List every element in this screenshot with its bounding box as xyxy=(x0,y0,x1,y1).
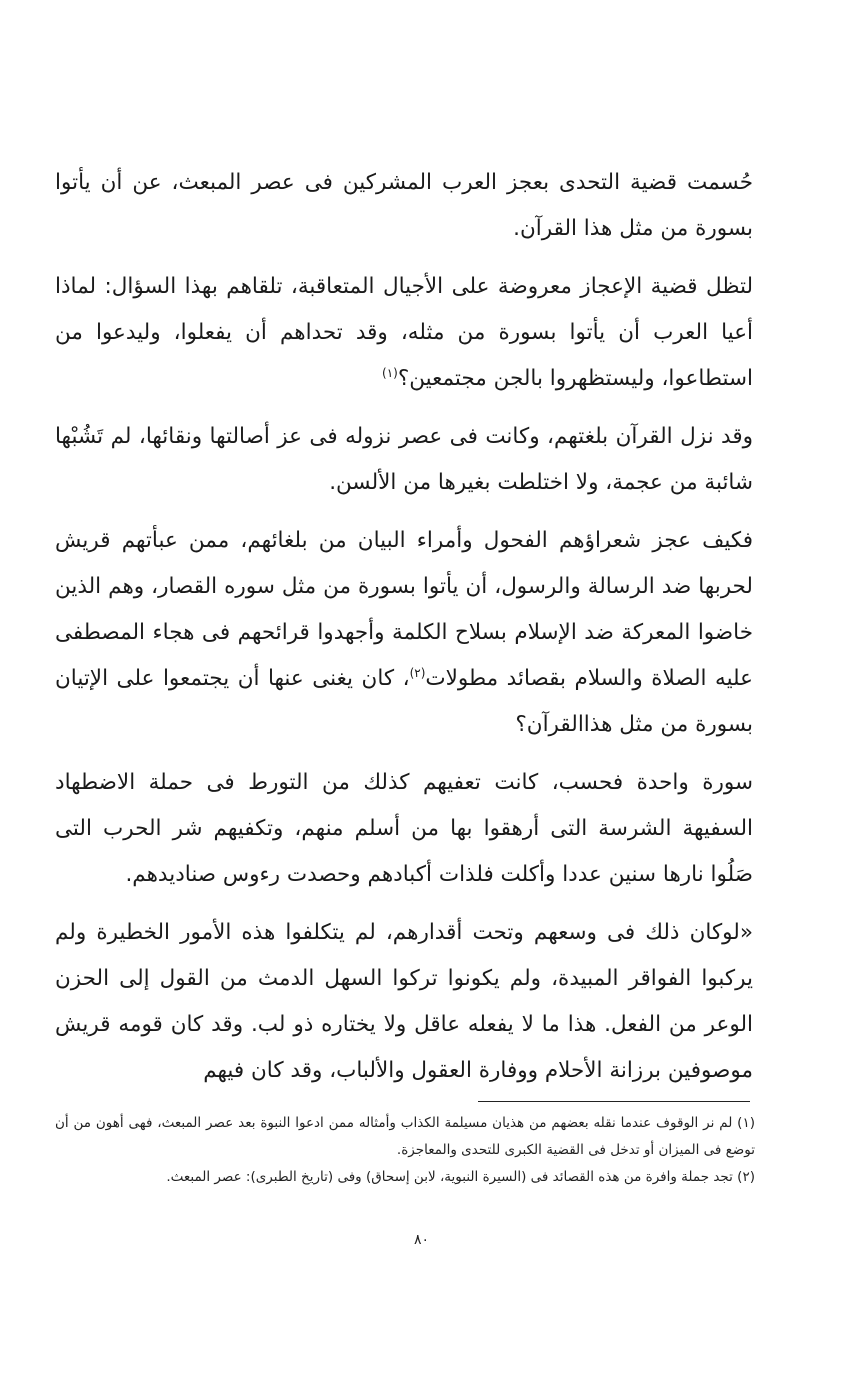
footnote-marker-1[interactable]: (١) xyxy=(382,365,398,380)
paragraph-6 xyxy=(55,910,753,1094)
paragraph-1 xyxy=(55,160,753,252)
paragraph-text: وقد نزل القرآن بلغتهم، وكانت فى عصر نزوله فى عز أصالتها ونقائها، لم تَشُبْها شائبة من عجمة، ولا اختلطت بغيرها من الألسن. xyxy=(55,424,753,495)
paragraph-text: لتظل قضية الإعجاز معروضة على الأجيال المتعاقبة، تلقاهم بهذا السؤال: لماذا أعيا العرب أن يأتوا بسورة من مثله، وقد تحداهم أن يفعلوا، وليدعوا من استطاعوا، وليستظهروا بالجن مجتمعين؟ xyxy=(55,274,753,391)
body-text xyxy=(55,160,753,1106)
paragraph-text: سورة واحدة فحسب، كانت تعفيهم كذلك من التورط فى حملة الاضطهاد السفيهة الشرسة التى أرهقوا بها من أسلم منهم، وتكفيهم شر الحرب التى صَلُوا نارها سنين عددا وأكلت فلذات أكبادهم وحصدت رءوس صناديدهم. xyxy=(55,770,753,887)
footnote-marker-2[interactable]: (٢) xyxy=(409,665,426,680)
footnotes xyxy=(55,1110,755,1191)
paragraph-text: فكيف عجز شعراؤهم الفحول وأمراء البيان من بلغائهم، ممن عبأتهم قريش لحربها ضد الرسالة والرسول، أن يأتوا بسورة من مثل سوره القصار، وهم الذين خاضوا المعركة ضد الإسلام بسلاح الكلمة وأجهدوا قرائحهم فى هجاء المصطفى عليه الصلاة والسلام بقصائد مطولات xyxy=(55,528,754,691)
page-number: ٨٠ xyxy=(413,1232,430,1248)
paragraph-2 xyxy=(55,264,753,402)
paragraph-text: «لوكان ذلك فى وسعهم وتحت أقدارهم، لم يتكلفوا هذه الأمور الخطيرة ولم يركبوا الفواقر المبيدة، ولم يكونوا تركوا السهل الدمث من القول إلى الحزن الوعر من الفعل. هذا ما لا يفعله عاقل ولا يختاره ذو لب. وقد كان قومه قريش موصوفين برزانة الأحلام ووفارة العقول والألباب، وقد كان فيهم xyxy=(55,920,753,1083)
paragraph-4 xyxy=(55,518,753,748)
footnote-2: (٢) تجد جملة وافرة من هذه القصائد فى (السيرة النبوية، لابن إسحاق) وفى (تاريخ الطبرى): عصر المبعث. xyxy=(166,1169,755,1185)
paragraph-5 xyxy=(55,760,753,898)
paragraph-text-continued: ، كان يغنى عنها أن يجتمعوا على الإتيان بسورة من مثل هذاالقرآن؟ xyxy=(55,666,753,737)
footnote-1: (١) لم نر الوقوف عندما نقله بعضهم من هذيان مسيلمة الكذاب وأمثاله ممن ادعوا النبوة بعد عصر المبعث، فهى أهون من أن توضع فى الميزان أو تدخل فى القضية الكبرى للتحدى والمعاجزة. xyxy=(55,1115,755,1158)
footnote-divider xyxy=(478,1101,750,1102)
paragraph-text: حُسمت قضية التحدى بعجز العرب المشركين فى عصر المبعث، عن أن يأتوا بسورة من مثل هذا القرآن. xyxy=(55,170,753,241)
paragraph-3 xyxy=(55,414,753,506)
